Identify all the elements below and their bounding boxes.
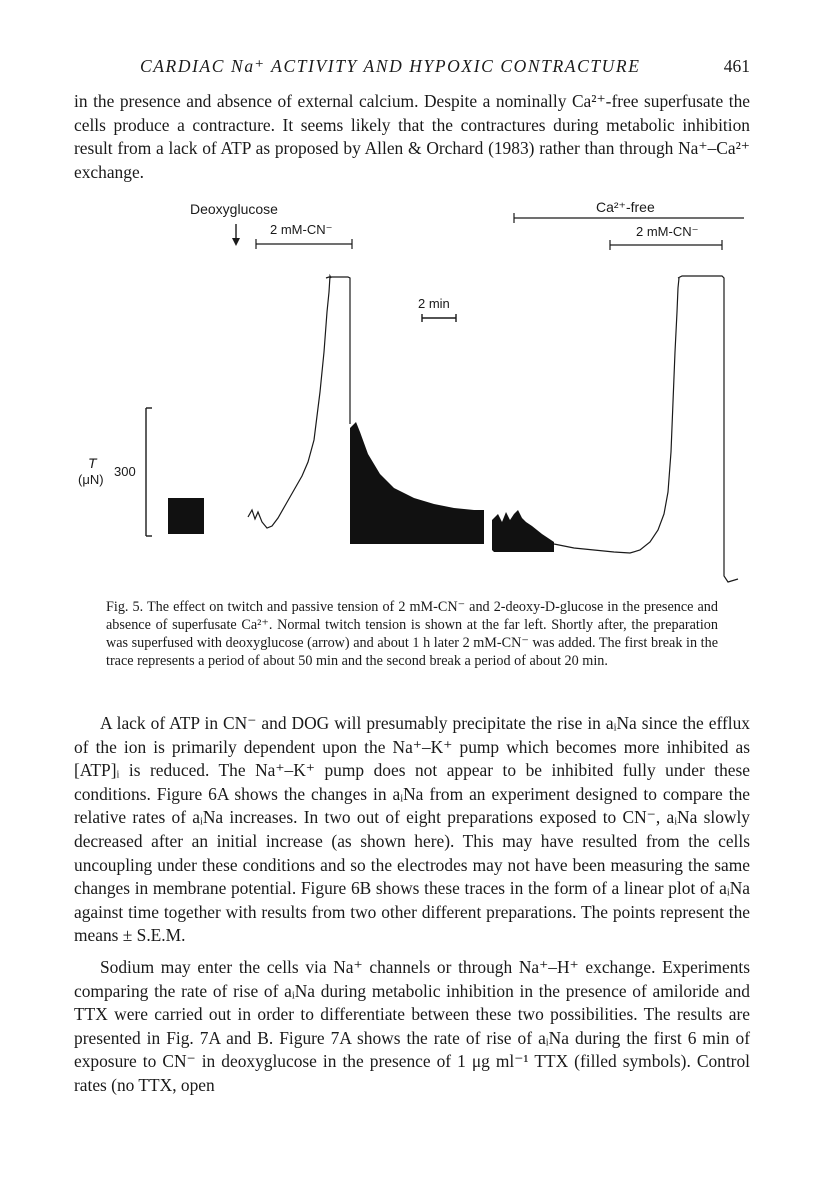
cn-label-2: 2 mM-CN⁻ (636, 224, 699, 239)
figure-caption: Fig. 5. The effect on twitch and passive tension of 2 mM-CN⁻ and 2-deoxy-D-glucose in the presence and absence of superfusate Ca²⁺. Normal twitch tension is shown at the far left. Shortly after, the preparation was superfused with deoxyglucose (arrow) and about 1 h later 2 mM-CN⁻ was added. The first break in the trace represents a period of about 50 min and the second break a period of about 20 min. (106, 599, 718, 669)
time-scale-label: 2 min (418, 296, 450, 311)
page-number: 461 (723, 56, 750, 76)
figure-5 (74, 192, 750, 592)
running-title: CARDIAC Na⁺ ACTIVITY AND HYPOXIC CONTRACTURE (140, 56, 641, 76)
cn-period-bar-2 (610, 240, 722, 250)
y-scale-value: 300 (114, 464, 136, 479)
y-label-var: T (88, 455, 97, 471)
deoxyglucose-label: Deoxyglucose (190, 201, 278, 217)
ca-free-label: Ca²⁺-free (596, 199, 655, 215)
cn-label-1: 2 mM-CN⁻ (270, 222, 333, 237)
time-scale-bar (422, 314, 456, 322)
running-header (140, 56, 752, 80)
tension-trace-plot (74, 192, 750, 592)
y-label-unit: (μN) (78, 472, 104, 487)
paragraph-atp-lack: A lack of ATP in CN⁻ and DOG will presumably precipitate the rise in aᵢNa since the efflux of the ion is primarily dependent upon the Na⁺–K⁺ pump which becomes more inhibited as [ATP]ᵢ is reduced. The Na⁺–K⁺ pump does not appear to be inhibited fully under these conditions. Figure 6A shows the changes in aᵢNa from an experiment designed to compare the relative rates of aᵢNa increases. In two out of eight preparations exposed to CN⁻, aᵢNa slowly decreased after an initial increase (as shown here). This may have resulted from the cells uncoupling under these conditions and so the electrodes may not have been measuring the same changes in membrane potential. Figure 6B shows these traces in the form of a linear plot of aᵢNa against time together with results from two other different preparations. The points represent the means ± S.E.M. (74, 713, 750, 946)
paragraph-sodium-entry: Sodium may enter the cells via Na⁺ channels or through Na⁺–H⁺ exchange. Experiments comparing the rate of rise of aᵢNa during metabolic inhibition in the presence of amiloride and TTX were carried out in order to differentiate between these two possibilities. The results are presented in Fig. 7A and B. Figure 7A shows the rate of rise of aᵢNa during the first 6 min of exposure to CN⁻ in deoxyglucose in the presence of 1 μg ml⁻¹ TTX (filled symbols). Control rates (no TTX, open (74, 957, 750, 1095)
trace-segment-contracture-1 (248, 276, 484, 544)
paragraph-continued: in the presence and absence of external calcium. Despite a nominally Ca²⁺-free superfusate the cells produce a contracture. It seems likely that the contractures during metabolic inhibition result from a lack of ATP as proposed by Allen & Orchard (1983) rather than through Na⁺–Ca²⁺ exchange. (74, 91, 750, 182)
trace-segment-contracture-2 (492, 276, 738, 582)
tension-scale-bar (146, 408, 152, 536)
deoxyglucose-arrow-icon (232, 224, 240, 246)
normal-twitch-block (168, 498, 204, 534)
cn-period-bar-1 (256, 239, 352, 249)
